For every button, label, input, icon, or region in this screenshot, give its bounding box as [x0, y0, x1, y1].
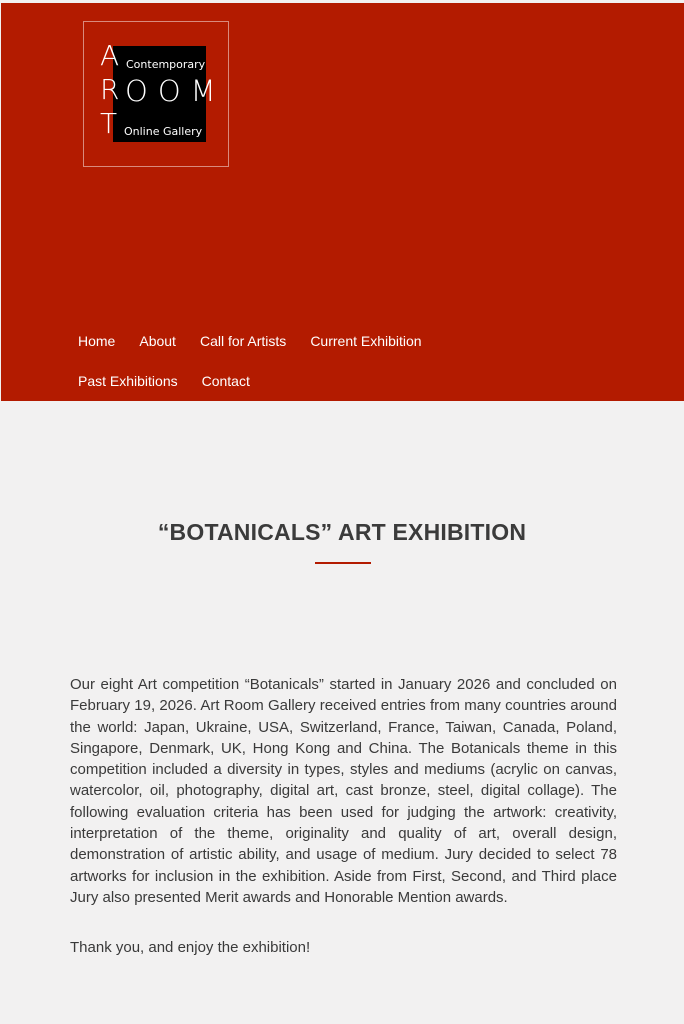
nav-contact[interactable]: Contact [201, 373, 250, 389]
nav-about[interactable]: About [139, 333, 176, 349]
title-divider [315, 562, 371, 564]
logo-letter-t: T [100, 107, 118, 140]
logo-room-text: OOM [125, 74, 226, 108]
nav-call-for-artists[interactable]: Call for Artists [199, 333, 287, 349]
logo-online-gallery: Online Gallery [124, 125, 203, 138]
logo-letter-r: R [100, 73, 120, 106]
logo-contemporary: Contemporary [126, 58, 206, 71]
thank-you-text: Thank you, and enjoy the exhibition! [70, 939, 311, 956]
main-nav-row-2 [78, 373, 250, 389]
nav-home[interactable]: Home [78, 333, 116, 349]
nav-current-exhibition[interactable]: Current Exhibition [310, 333, 422, 349]
page-title: “BOTANICALS” ART EXHIBITION [157, 519, 527, 545]
exhibition-description: Our eight Art competition “Botanicals” started in January 2026 and concluded on February 19, 2026. Art Room Gallery received entries from many countries around the world: Japan, Ukraine, USA, Switzerland, France, Taiwan, Canada, Poland, Singapore, Denmark, UK, Hong Kong and China. The Botanicals theme in this competition included a diversity in types, styles and mediums (acrylic on canvas, watercolor, oil, photography, digital art, cast bronze, steel, digital collage). The following evaluation criteria has been used for judging the artwork: creativity, interpretation of the theme, originality and quality of art, overall design, demonstration of artistic ability, and usage of medium. Jury decided to select 78 artworks for inclusion in the exhibition. Aside from First, Second, and Third place Jury also presented Merit awards and Honorable Mention awards. [70, 676, 617, 906]
logo-letter-a: A [100, 39, 120, 72]
main-nav-row-1 [78, 333, 422, 349]
site-header [1, 3, 684, 401]
logo[interactable] [83, 21, 229, 167]
nav-past-exhibitions[interactable]: Past Exhibitions [78, 373, 178, 389]
